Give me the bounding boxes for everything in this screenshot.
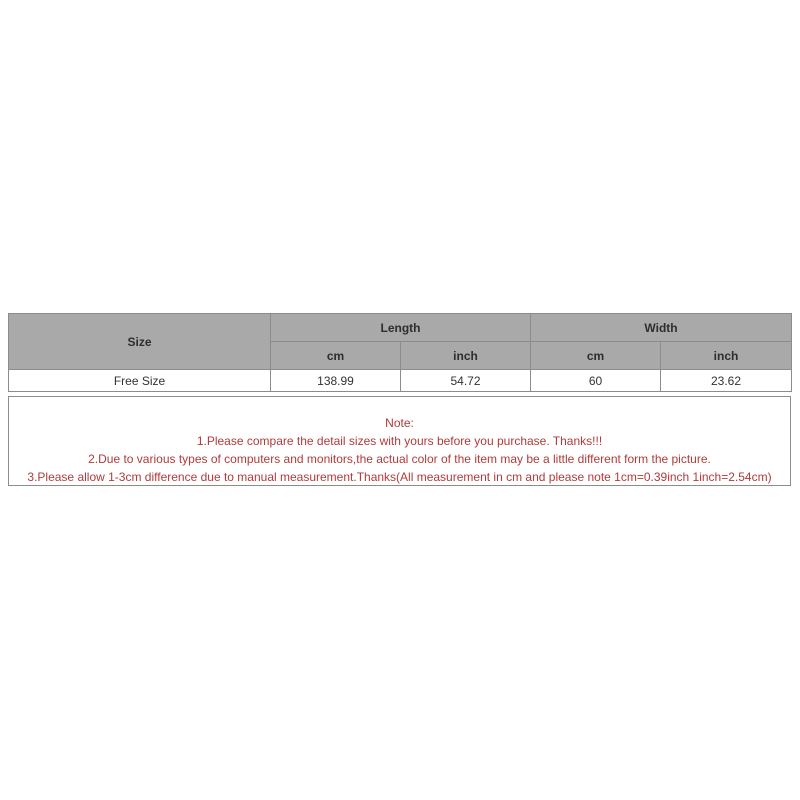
note-line-2: 2.Due to various types of computers and monitors,the actual color of the item may be a little different form the picture. <box>88 452 711 466</box>
notes-box <box>8 396 791 486</box>
cell-width-inch: 23.62 <box>661 370 792 392</box>
header-width-cm: cm <box>531 342 661 370</box>
note-line-1: 1.Please compare the detail sizes with yours before you purchase. Thanks!!! <box>196 434 603 448</box>
table-row <box>9 370 792 392</box>
header-width: Width <box>531 314 792 342</box>
cell-width-cm: 60 <box>531 370 661 392</box>
header-width-inch: inch <box>661 342 792 370</box>
cell-length-cm: 138.99 <box>271 370 401 392</box>
cell-length-inch: 54.72 <box>401 370 531 392</box>
note-line-3: 3.Please allow 1-3cm difference due to manual measurement.Thanks(All measurement in cm and please note 1cm=0.39inch 1inch=2.54cm) <box>27 470 772 484</box>
size-chart-header <box>9 314 792 370</box>
notes-title: Note: <box>385 416 414 430</box>
header-row-top <box>9 314 792 342</box>
header-size: Size <box>9 314 271 370</box>
header-length-inch: inch <box>401 342 531 370</box>
size-chart-table <box>8 313 792 392</box>
header-length-cm: cm <box>271 342 401 370</box>
cell-size: Free Size <box>9 370 271 392</box>
header-length: Length <box>271 314 531 342</box>
